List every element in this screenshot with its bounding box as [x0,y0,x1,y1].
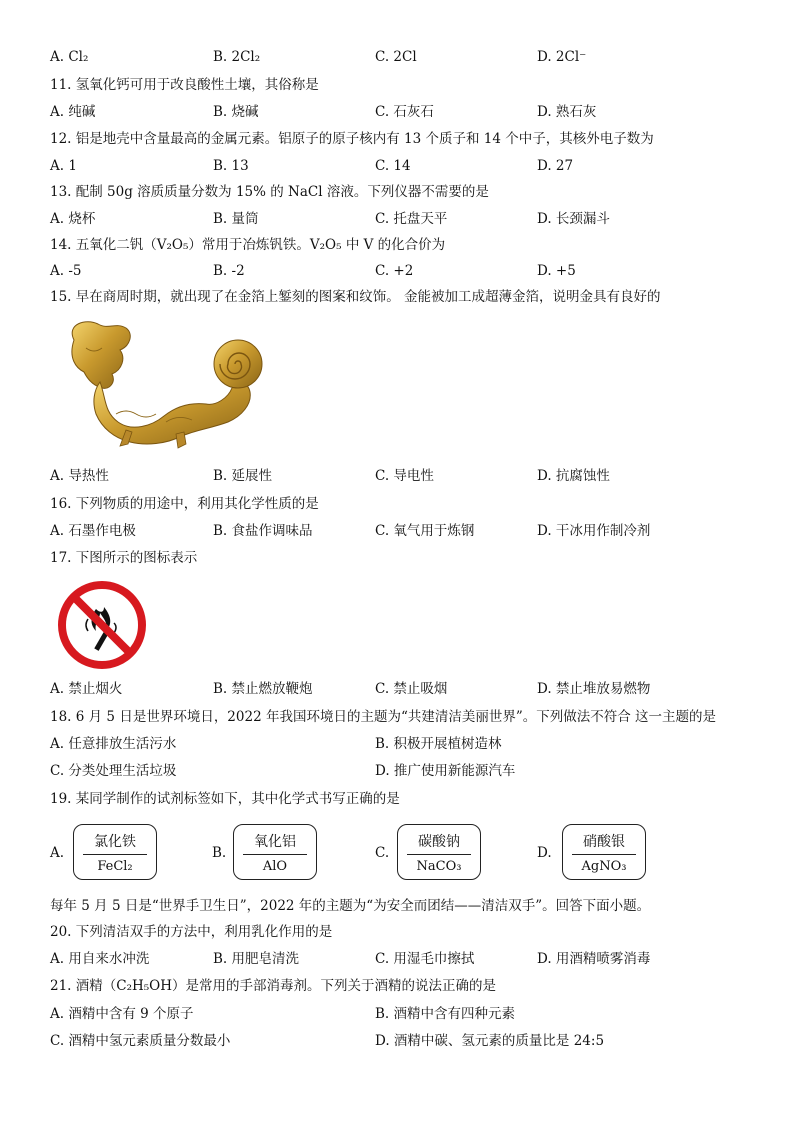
q16-stem: 16. 下列物质的用途中，利用其化学性质的是 [50,496,319,512]
q15-option-c: C. 导电性 [375,468,434,484]
label-divider [83,854,147,855]
q21-option-c: C. 酒精中氢元素质量分数最小 [50,1033,231,1049]
label-name: 碳酸钠 [418,834,460,850]
q11-option-d: D. 熟石灰 [537,104,597,120]
q15-stem: 15. 早在商周时期，就出现了在金箔上錾刻的图案和纹饰。 金能被加工成超薄金箔，说明金具有良好的 [50,289,661,305]
q11-stem: 11. 氢氧化钙可用于改良酸性土壤，其俗称是 [50,77,319,93]
q20-option-c: C. 用湿毛巾擦拭 [375,951,475,967]
q14-option-b: B. -2 [213,263,245,279]
q19-label-letter-d: D. [537,845,552,861]
q16-option-d: D. 干冰用作制冷剂 [537,523,651,539]
label-name: 氯化铁 [94,834,136,850]
q10-option-b: B. 2Cl₂ [213,49,261,65]
q14-stem: 14. 五氧化二钒（V₂O₅）常用于冶炼钒铁。V₂O₅ 中 V 的化合价为 [50,237,446,253]
q19-label-d [562,824,646,880]
q17-option-c: C. 禁止吸烟 [375,681,448,697]
q14-option-c: C. +2 [375,263,414,279]
q18-option-b: B. 积极开展植树造林 [375,736,502,752]
q10-option-d: D. 2Cl⁻ [537,49,587,65]
label-formula: AlO [262,859,288,874]
q19-label-b [233,824,317,880]
q15-option-a: A. 导热性 [50,468,109,484]
q18-option-d: D. 推广使用新能源汽车 [375,763,516,779]
q21-option-d: D. 酒精中碳、氢元素的质量比是 24:5 [375,1033,605,1049]
q15-option-d: D. 抗腐蚀性 [537,468,610,484]
q10-option-c: C. 2Cl [375,49,417,65]
q16-option-b: B. 食盐作调味品 [213,523,313,539]
q19-label-letter-c: C. [375,845,390,861]
q12-option-c: C. 14 [375,158,411,174]
q17-stem: 17. 下图所示的图标表示 [50,550,198,566]
label-formula: FeCl₂ [97,859,133,874]
q12-option-a: A. 1 [50,158,77,174]
q20-option-a: A. 用自来水冲洗 [50,951,150,967]
q21-stem: 21. 酒精（C₂H₅OH）是常用的手部消毒剂。下列关于酒精的说法正确的是 [50,978,497,994]
q13-option-d: D. 长颈漏斗 [537,211,610,227]
q19-stem: 19. 某同学制作的试剂标签如下，其中化学式书写正确的是 [50,791,400,807]
q20-option-d: D. 用酒精喷雾消毒 [537,951,651,967]
q18-option-a: A. 任意排放生活污水 [50,736,177,752]
q13-option-b: B. 量筒 [213,211,259,227]
no-fire-sign-icon [56,579,148,671]
q13-stem: 13. 配制 50g 溶质质量分数为 15% 的 NaCl 溶液。下列仪器不需要的是 [50,184,489,200]
gold-foil-image [56,318,266,450]
q14-option-a: A. -5 [50,263,82,279]
q12-option-d: D. 27 [537,158,574,174]
q11-option-c: C. 石灰石 [375,104,434,120]
q12-option-b: B. 13 [213,158,249,174]
q17-option-a: A. 禁止烟火 [50,681,123,697]
label-divider [243,854,307,855]
label-divider [407,854,471,855]
label-formula: NaCO₃ [416,859,462,874]
q21-option-a: A. 酒精中含有 9 个原子 [50,1006,194,1022]
q14-option-d: D. +5 [537,263,576,279]
q10-option-a: A. Cl₂ [50,49,89,65]
q13-option-c: C. 托盘天平 [375,211,448,227]
q21-option-b: B. 酒精中含有四种元素 [375,1006,516,1022]
q13-option-a: A. 烧杯 [50,211,96,227]
q19-label-letter-b: B. [212,845,227,861]
section-intro: 每年 5 月 5 日是“世界手卫生日”，2022 年的主题为“为安全而团结——清洁双手”。回答下面小题。 [50,898,651,914]
label-formula: AgNO₃ [581,859,627,874]
label-name: 硝酸银 [583,834,625,850]
q11-option-b: B. 烧碱 [213,104,259,120]
q18-option-c: C. 分类处理生活垃圾 [50,763,177,779]
q16-option-c: C. 氧气用于炼钢 [375,523,475,539]
q16-option-a: A. 石墨作电极 [50,523,136,539]
q17-option-b: B. 禁止燃放鞭炮 [213,681,313,697]
q20-option-b: B. 用肥皂清洗 [213,951,300,967]
q12-stem: 12. 铝是地壳中含量最高的金属元素。铝原子的原子核内有 13 个质子和 14 个中子，其核外电子数为 [50,131,654,147]
q20-stem: 20. 下列清洁双手的方法中，利用乳化作用的是 [50,924,333,940]
q11-option-a: A. 纯碱 [50,104,96,120]
label-name: 氧化铝 [254,834,296,850]
label-divider [572,854,636,855]
q17-option-d: D. 禁止堆放易燃物 [537,681,651,697]
q19-label-letter-a: A. [50,845,65,861]
q19-label-a [73,824,157,880]
q19-label-c [397,824,481,880]
q15-option-b: B. 延展性 [213,468,273,484]
q18-stem: 18. 6 月 5 日是世界环境日，2022 年我国环境日的主题为“共建清洁美丽世界”。下列做法不符合 这一主题的是 [50,709,717,725]
